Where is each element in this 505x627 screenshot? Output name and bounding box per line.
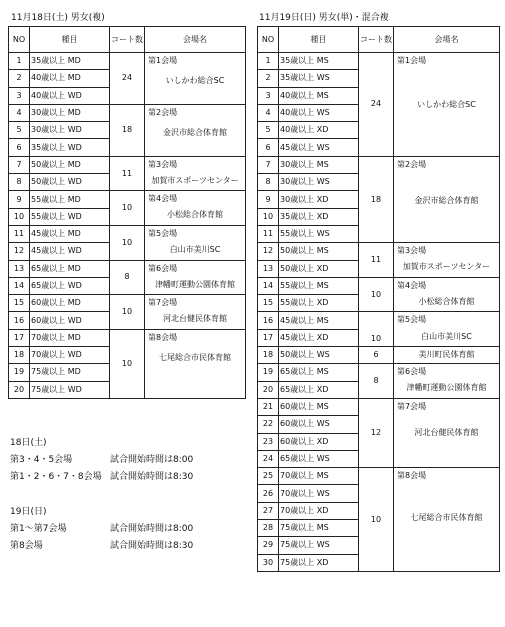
row-no: 21 — [258, 398, 279, 415]
venue-name: いしかわ総合SC — [165, 76, 225, 85]
row-event: 60歳以上 XD — [279, 433, 359, 450]
row-no: 12 — [258, 243, 279, 260]
row-no: 3 — [258, 87, 279, 104]
venue-cell — [394, 398, 500, 467]
row-no: 13 — [9, 260, 30, 277]
venue-cell — [145, 329, 246, 398]
row-no: 29 — [258, 537, 279, 554]
venue-number: 第4会場 — [148, 194, 178, 204]
venue-name: 美川町民体育館 — [418, 350, 475, 360]
row-no: 9 — [258, 191, 279, 208]
venue-cell — [394, 243, 500, 278]
left-caption: 11月18日(土) 男女(複) — [11, 13, 105, 23]
row-event: 35歳以上 XD — [279, 208, 359, 225]
row-event: 55歳以上 XD — [279, 295, 359, 312]
row-event: 45歳以上 WD — [30, 243, 110, 260]
venue-cell — [145, 156, 246, 191]
row-no: 20 — [9, 381, 30, 398]
row-event: 35歳以上 WD — [30, 139, 110, 156]
row-no: 13 — [258, 260, 279, 277]
venue-name: 金沢市総合体育館 — [163, 127, 227, 137]
venue-name: 七尾総合市民体育館 — [410, 513, 483, 523]
table-row — [258, 312, 500, 329]
court-count: 8 — [110, 260, 145, 295]
row-event: 50歳以上 MD — [30, 156, 110, 173]
venue-name: 金沢市総合体育館 — [414, 195, 479, 205]
row-event: 30歳以上 WD — [30, 122, 110, 139]
header-courts: コート数 — [110, 27, 145, 53]
header-venue: 会場名 — [145, 27, 246, 53]
row-event: 65歳以上 XD — [279, 381, 359, 398]
note-venues: 第1・2・6・7・8会場 — [10, 472, 102, 482]
venue-cell — [394, 156, 500, 242]
venue-name: いしかわ総合SC — [417, 100, 476, 109]
row-no: 30 — [258, 554, 279, 571]
court-count: 10 — [110, 329, 145, 398]
table-row — [258, 468, 500, 485]
header-event: 種目 — [30, 27, 110, 53]
row-event: 75歳以上 XD — [279, 554, 359, 571]
court-count: 11 — [110, 156, 145, 191]
court-count: 6 — [359, 347, 394, 364]
row-no: 25 — [258, 468, 279, 485]
venue-name: 河北台健民体育館 — [414, 427, 479, 437]
row-no: 12 — [9, 243, 30, 260]
row-event: 70歳以上 MD — [30, 329, 110, 346]
row-event: 60歳以上 MD — [30, 295, 110, 312]
venue-name: 河北台健民体育館 — [163, 314, 227, 324]
row-no: 23 — [258, 433, 279, 450]
row-no: 16 — [9, 312, 30, 329]
table-row — [9, 329, 246, 346]
venue-number: 第7会場 — [397, 401, 427, 411]
row-event: 30歳以上 MD — [30, 104, 110, 121]
row-no: 10 — [9, 208, 30, 225]
venue-cell — [145, 260, 246, 295]
row-event: 30歳以上 XD — [279, 191, 359, 208]
row-event: 70歳以上 MS — [279, 468, 359, 485]
row-no: 20 — [258, 381, 279, 398]
table-row — [9, 260, 246, 277]
row-event: 55歳以上 MD — [30, 191, 110, 208]
left-schedule-table — [8, 26, 246, 399]
court-count: 10 — [110, 295, 145, 330]
row-no: 15 — [9, 295, 30, 312]
row-event: 70歳以上 WS — [279, 485, 359, 502]
row-event: 65歳以上 MS — [279, 364, 359, 381]
row-no: 8 — [9, 174, 30, 191]
row-event: 60歳以上 MS — [279, 398, 359, 415]
row-event: 40歳以上 WD — [30, 87, 110, 104]
row-no: 1 — [258, 53, 279, 70]
venue-cell — [394, 364, 500, 399]
venue-number: 第2会場 — [397, 159, 427, 169]
row-event: 35歳以上 WS — [279, 70, 359, 87]
court-count: 24 — [359, 53, 394, 157]
venue-cell — [145, 53, 246, 105]
note-time: 試合開始時間は8:00 — [110, 524, 194, 534]
row-event: 30歳以上 WS — [279, 174, 359, 191]
row-event: 40歳以上 WS — [279, 104, 359, 121]
table-row — [258, 277, 500, 294]
list-item — [10, 467, 193, 484]
header-venue: 会場名 — [394, 27, 500, 53]
court-count: 10 — [359, 277, 394, 312]
list-item — [10, 519, 193, 536]
venue-name: 小松総合体育館 — [418, 296, 475, 306]
row-event: 70歳以上 WD — [30, 347, 110, 364]
row-no: 6 — [258, 139, 279, 156]
venue-number: 第5会場 — [397, 315, 427, 325]
row-event: 45歳以上 XD — [279, 329, 359, 346]
row-event: 50歳以上 WS — [279, 347, 359, 364]
venue-cell — [394, 53, 500, 157]
table-row — [9, 225, 246, 242]
venue-cell — [145, 191, 246, 226]
row-no: 14 — [9, 277, 30, 294]
table-row — [258, 53, 500, 70]
row-no: 4 — [258, 104, 279, 121]
row-event: 40歳以上 XD — [279, 122, 359, 139]
row-no: 19 — [9, 364, 30, 381]
venue-number: 第7会場 — [148, 298, 178, 308]
row-no: 11 — [9, 225, 30, 242]
table-row — [258, 398, 500, 415]
table-row — [9, 191, 246, 208]
note-time: 試合開始時間は8:00 — [110, 455, 194, 465]
right-schedule-table — [257, 26, 500, 572]
start-time-notes — [10, 433, 193, 553]
row-no: 22 — [258, 416, 279, 433]
row-event: 45歳以上 MD — [30, 225, 110, 242]
row-event: 65歳以上 WD — [30, 277, 110, 294]
venue-name: 津幡町運動公園体育館 — [406, 383, 487, 393]
header-no: NO — [9, 27, 30, 53]
row-event: 70歳以上 XD — [279, 502, 359, 519]
row-event: 55歳以上 MS — [279, 277, 359, 294]
table-row — [258, 347, 500, 364]
row-no: 5 — [9, 122, 30, 139]
venue-name: 七尾総合市民体育館 — [159, 352, 231, 362]
venue-name: 加賀市スポーツセンター — [402, 262, 491, 272]
row-event: 45歳以上 MS — [279, 312, 359, 329]
note-venues: 第8会場 — [10, 541, 43, 551]
court-count: 11 — [359, 243, 394, 278]
table-row — [9, 53, 246, 70]
court-count: 18 — [359, 156, 394, 242]
court-count: 24 — [110, 53, 145, 105]
table-row — [258, 243, 500, 260]
venue-number: 第8会場 — [148, 332, 178, 342]
note-venues: 第3・4・5会場 — [10, 455, 73, 465]
row-event: 75歳以上 WS — [279, 537, 359, 554]
venue-cell — [145, 104, 246, 156]
venue-name: 白山市美川SC — [421, 332, 472, 342]
row-no: 2 — [9, 70, 30, 87]
venue-number: 第4会場 — [397, 280, 427, 290]
venue-cell — [394, 312, 500, 347]
right-caption: 11月19日(日) 男女(単)・混合複 — [259, 13, 389, 23]
row-event: 50歳以上 MS — [279, 243, 359, 260]
row-event: 65歳以上 MD — [30, 260, 110, 277]
court-count: 12 — [359, 398, 394, 467]
row-no: 19 — [258, 364, 279, 381]
row-event: 65歳以上 WS — [279, 450, 359, 467]
table-row — [258, 364, 500, 381]
venue-number: 第2会場 — [148, 107, 178, 117]
row-no: 5 — [258, 122, 279, 139]
row-event: 75歳以上 MD — [30, 364, 110, 381]
venue-number: 第3会場 — [397, 246, 427, 256]
row-event: 75歳以上 WD — [30, 381, 110, 398]
row-no: 1 — [9, 53, 30, 70]
row-no: 16 — [258, 312, 279, 329]
row-event: 60歳以上 WD — [30, 312, 110, 329]
venue-cell — [394, 468, 500, 572]
venue-number: 第1会場 — [148, 56, 178, 65]
venue-number: 第8会場 — [397, 471, 427, 481]
row-event: 50歳以上 XD — [279, 260, 359, 277]
row-event: 55歳以上 WD — [30, 208, 110, 225]
row-no: 10 — [258, 208, 279, 225]
row-event: 55歳以上 WS — [279, 225, 359, 242]
row-no: 27 — [258, 502, 279, 519]
row-event: 35歳以上 MS — [279, 53, 359, 70]
venue-cell — [394, 277, 500, 312]
venue-name: 小松総合体育館 — [167, 210, 223, 220]
day2-heading: 19日(日) — [10, 507, 47, 517]
court-count: 10 — [110, 191, 145, 226]
row-no: 9 — [9, 191, 30, 208]
row-no: 8 — [258, 174, 279, 191]
court-count: 10 — [359, 312, 394, 347]
day1-heading: 18日(土) — [10, 438, 47, 448]
court-count: 18 — [110, 104, 145, 156]
court-count: 10 — [110, 225, 145, 260]
venue-number: 第5会場 — [148, 228, 178, 238]
venue-number: 第1会場 — [397, 56, 427, 65]
venue-name: 加賀市スポーツセンター — [151, 175, 239, 185]
note-time: 試合開始時間は8:30 — [110, 541, 194, 551]
row-no: 3 — [9, 87, 30, 104]
row-event: 40歳以上 MS — [279, 87, 359, 104]
table-row — [9, 104, 246, 121]
list-item — [10, 450, 193, 467]
venue-cell — [145, 225, 246, 260]
row-no: 26 — [258, 485, 279, 502]
row-no: 17 — [258, 329, 279, 346]
venue-number: 第6会場 — [148, 263, 178, 273]
row-no: 17 — [9, 329, 30, 346]
row-no: 11 — [258, 225, 279, 242]
row-event: 35歳以上 MD — [30, 53, 110, 70]
row-event: 30歳以上 MS — [279, 156, 359, 173]
header-courts: コート数 — [359, 27, 394, 53]
row-no: 24 — [258, 450, 279, 467]
venue-cell — [394, 347, 500, 364]
court-count: 8 — [359, 364, 394, 399]
row-no: 15 — [258, 295, 279, 312]
row-no: 18 — [9, 347, 30, 364]
row-event: 45歳以上 WS — [279, 139, 359, 156]
court-count: 10 — [359, 468, 394, 572]
venue-name: 津幡町運動公園体育館 — [155, 279, 235, 289]
row-no: 4 — [9, 104, 30, 121]
table-header-row — [258, 27, 500, 53]
row-no: 18 — [258, 347, 279, 364]
venue-name: 白山市美川SC — [169, 244, 221, 254]
row-no: 7 — [9, 156, 30, 173]
table-row — [258, 156, 500, 173]
table-row — [9, 295, 246, 312]
row-event: 75歳以上 MS — [279, 520, 359, 537]
row-no: 14 — [258, 277, 279, 294]
header-no: NO — [258, 27, 279, 53]
row-no: 7 — [258, 156, 279, 173]
row-no: 6 — [9, 139, 30, 156]
row-no: 2 — [258, 70, 279, 87]
table-header-row — [9, 27, 246, 53]
row-no: 28 — [258, 520, 279, 537]
venue-number: 第3会場 — [148, 159, 178, 169]
table-row — [9, 156, 246, 173]
list-item — [10, 536, 193, 553]
row-event: 60歳以上 WS — [279, 416, 359, 433]
row-event: 50歳以上 WD — [30, 174, 110, 191]
note-time: 試合開始時間は8:30 — [110, 472, 194, 482]
row-event: 40歳以上 MD — [30, 70, 110, 87]
header-event: 種目 — [279, 27, 359, 53]
note-venues: 第1～第7会場 — [10, 524, 67, 534]
venue-cell — [145, 295, 246, 330]
venue-number: 第6会場 — [397, 367, 427, 377]
